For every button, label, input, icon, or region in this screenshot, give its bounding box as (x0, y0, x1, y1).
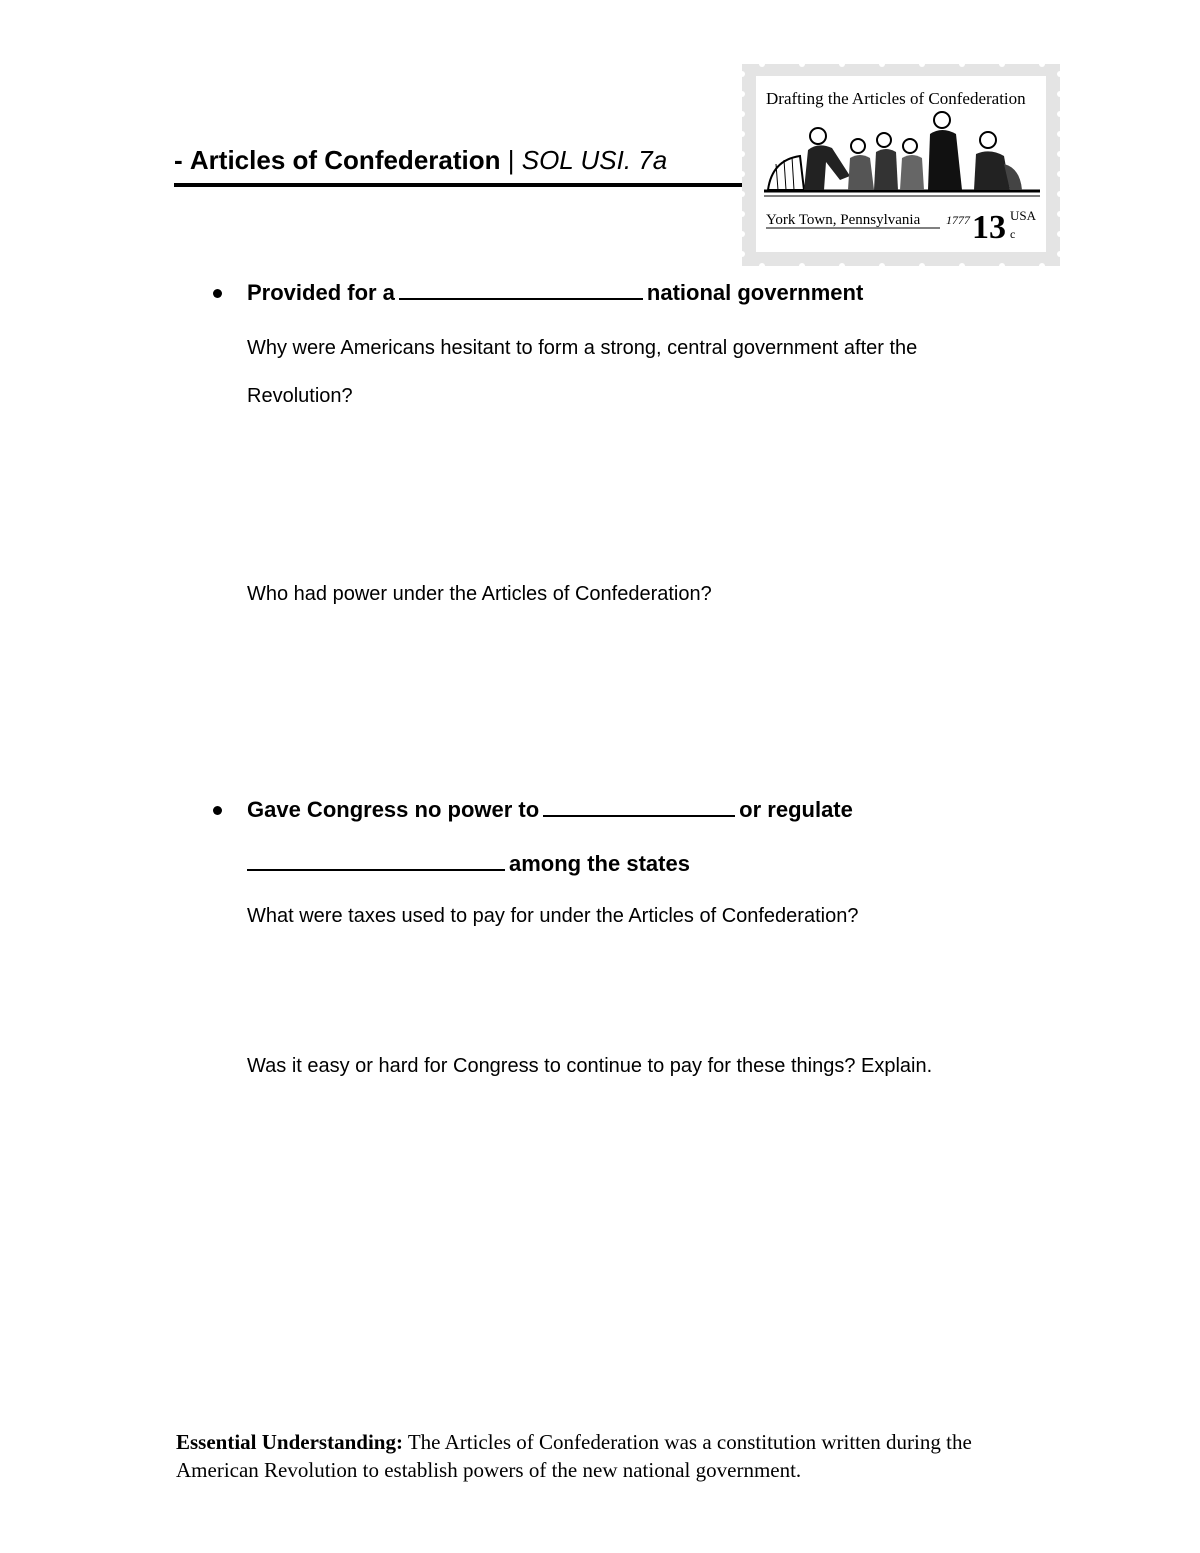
question-1b: Who had power under the Articles of Confederation? (247, 583, 712, 605)
question-2b: Was it easy or hard for Congress to continue to pay for these things? Explain. (247, 1055, 933, 1077)
statement-1-trail: national government (646, 280, 864, 305)
stamp-denomination: 13 (972, 209, 1006, 246)
bullet-1 (213, 289, 222, 298)
title-code: SOL USI. 7a (521, 145, 668, 175)
page-title (174, 142, 667, 178)
essential-text: The Articles of Confederation was a constitution written during the American Revolution to establish powers of the new national government. (176, 1430, 972, 1482)
essential-understanding (176, 1428, 996, 1484)
statement-1-lead: Provided for a (247, 280, 395, 305)
title-underline (174, 183, 746, 187)
blank-2[interactable] (543, 797, 735, 817)
blank-1[interactable] (399, 280, 643, 300)
title-separator: | (507, 145, 515, 175)
stamp-caption-top: Drafting the Articles of Confederation (766, 89, 1026, 108)
statement-2-lead: Gave Congress no power to (247, 797, 540, 822)
question-2a: What were taxes used to pay for under the Articles of Confederation? (247, 905, 859, 927)
stamp-image (742, 64, 1060, 266)
statement-2-mid: or regulate (739, 797, 853, 822)
title-main: Articles of Confederation (189, 145, 501, 175)
stamp-year: 1777 (946, 213, 970, 227)
stamp-caption-bottom: York Town, Pennsylvania (766, 212, 921, 228)
blank-3[interactable] (247, 851, 505, 871)
title-dash: - (174, 145, 183, 175)
statement-2-line1 (247, 795, 853, 825)
bullet-2 (213, 806, 222, 815)
statement-2-line2 (247, 849, 690, 879)
stamp-currency: c (1010, 227, 1016, 241)
statement-2-trail: among the states (509, 851, 690, 876)
question-1a-line2: Revolution? (247, 385, 353, 407)
essential-label: Essential Understanding: (176, 1430, 403, 1454)
question-1a-line1: Why were Americans hesitant to form a strong, central government after the (247, 337, 918, 359)
stamp-country: USA (1010, 208, 1037, 223)
statement-1 (247, 278, 863, 308)
